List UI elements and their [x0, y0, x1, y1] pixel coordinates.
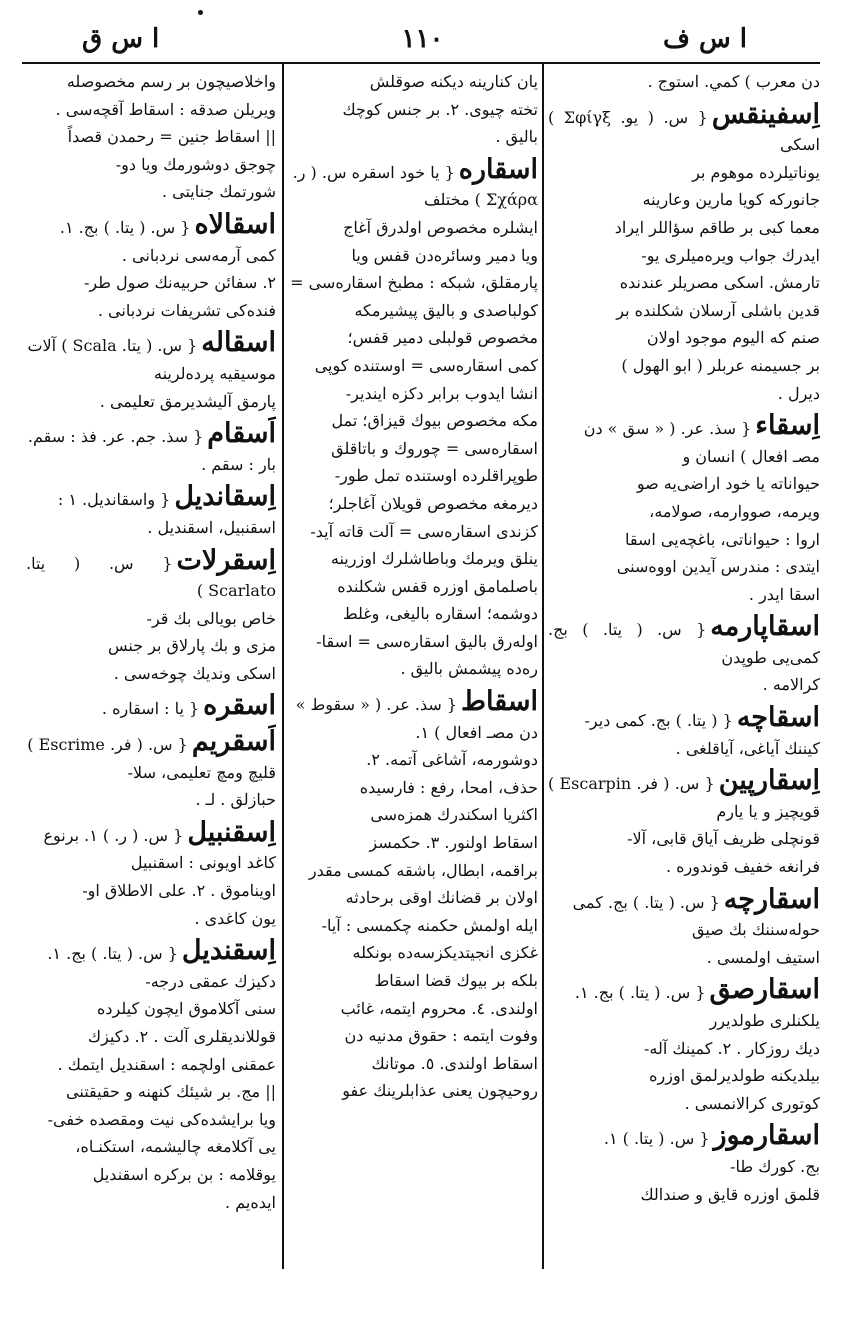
entry-line: پارمق آليشديرمق تعليمی .: [99, 391, 276, 411]
entry-line: ايله اولمش حكمنه چكمسی : آيا-: [321, 915, 538, 935]
entry-line: معما كبی بر طاقم سؤاللر ايراد: [614, 217, 820, 237]
entry-line: موسيقيه پرده‌لرينه: [153, 363, 276, 383]
column-middle: [290, 68, 538, 1258]
dictionary-entry: [26, 210, 276, 324]
entry-line: { س. ( يتا. ) بج. ١.: [574, 983, 706, 1003]
entry-line: مخصوص قولبلی دمير قفس؛: [347, 328, 538, 348]
entry-line: بر جسيمنه عربلر ( ابو الهول ): [621, 355, 820, 375]
header-rule: [22, 62, 820, 64]
dictionary-entry: [548, 612, 820, 699]
entry-line: اولان بر قضانك اوقی برحادثه: [345, 888, 538, 908]
entry-line: يوقلامه : بن بركره اسقنديل: [92, 1164, 276, 1184]
entry-line: اسقاط اولنور. ٣. حكمسز: [369, 833, 538, 853]
entry-line: ره‌ده پيشمش باليق .: [400, 659, 538, 679]
entry-line: || اسقاط جنين = رحمدن قصداً: [67, 127, 276, 147]
entry-line: براقمه، ابطال، باشقه كمسی مقدر: [308, 860, 538, 880]
entry-headword: اِسقنبيل: [187, 816, 276, 848]
entry-line: ويرمه، صووارمه، صولامه،: [649, 501, 820, 521]
dictionary-entry: [26, 691, 276, 723]
entry-line: خاص بويالی بك قر-: [146, 608, 276, 628]
entry-line: ويا دمير وسائره‌دن قفس ويا: [351, 245, 538, 265]
entry-line: { س. ( يتا. ) ١.: [603, 1129, 710, 1149]
entry-line: اسقنبيل، اسقنديل .: [147, 517, 276, 537]
entry-line: شورتمك جنايتی .: [161, 182, 276, 202]
entry-line: قونچلی ظريف آياق قابی، آلا-: [627, 829, 820, 849]
entry-headword: اِسقاء: [755, 410, 820, 442]
entry-line: ديرمغه مخصوص قويلان آغاجلر؛: [328, 493, 538, 513]
entry-line: تارمش. اسكی مصريلر عندنده: [619, 273, 820, 293]
entry-line: ٢. سفائن حربيه‌نك صول طر-: [84, 273, 276, 293]
entry-headword: اسقره: [203, 690, 276, 722]
entry-line: روحيچون يعنی عذابلرينك عفو: [342, 1081, 538, 1101]
entry-line: كولباصدی و باليق پيشيرمكه: [354, 300, 538, 320]
entry-line: اسقا ايدر .: [748, 584, 820, 604]
entry-headword: اِسقارپين: [718, 765, 820, 797]
entry-line: فرانغه خفيف قوندوره .: [666, 857, 820, 877]
entry-line: مكه مخصوص بيوك قيزاق؛ تمل: [331, 411, 538, 431]
entry-line: ايشلره مخصوص اولدرق آغاج: [343, 217, 538, 237]
entry-line: بيلديكنه طولديرلمق اوزره: [649, 1066, 820, 1086]
dictionary-entry: [548, 68, 820, 96]
entry-line: دوشمه؛ اسقاره باليغی، وغلط: [342, 604, 538, 624]
column-divider-left: [282, 64, 284, 1269]
dictionary-entry: [290, 687, 538, 1105]
entry-line: كمی آرمه‌سی نردبانی .: [121, 245, 276, 265]
dictionary-entry: [290, 155, 538, 683]
entry-headword: اسقاله: [201, 327, 276, 359]
dictionary-entry: [548, 1121, 820, 1208]
entry-line: حوله‌سننك بك صيق: [691, 920, 820, 940]
entry-line: { سذ. عر. ( « سقوط »: [295, 695, 458, 715]
dictionary-entry: [26, 546, 276, 688]
entry-line: كوتوری كرالانمسی .: [684, 1093, 820, 1113]
entry-headword: اسقارموز: [713, 1120, 820, 1152]
entry-line: ديرل .: [777, 383, 820, 403]
column-left: [26, 68, 276, 1258]
entry-line: اروا : حيواناتی، باغچه‌يی اسقا: [625, 529, 820, 549]
entry-line: كاغد اويونی : اسقنبيل: [130, 853, 276, 873]
entry-line: { س. ( فر. Escrime ): [27, 735, 188, 755]
header-right-guide: ا س ف: [662, 24, 747, 54]
entry-headword: اِسقنديل: [181, 935, 276, 967]
entry-line: يون كاغدی .: [194, 908, 276, 928]
entry-line: ويا برايشده‌كی نيت ومقصده خفی-: [47, 1109, 276, 1129]
entry-line: كرالامه .: [762, 675, 820, 695]
entry-line: وفوت ايتمه : حقوق مدنيه دن: [344, 1026, 538, 1046]
dictionary-entry: [26, 68, 276, 206]
entry-line: ايدرك جواب ويره‌ميلری يو-: [641, 245, 820, 265]
entry-line: دوشورمه، آشاغی آتمه. ٢.: [366, 750, 538, 770]
entry-line: غكزی انجيتديكزسه‌ده بونكله: [352, 943, 538, 963]
entry-line: { س. ( يو. Σφίγξ ) اسكی: [548, 107, 820, 155]
entry-line: دن مصـ افعال ) ١.: [415, 722, 538, 742]
entry-line: اسقاط اولندی. ٥. موتانك: [371, 1053, 538, 1073]
entry-line: ويريلن صدقه : اسقاط آقچه‌سی .: [55, 99, 276, 119]
entry-line: قلمق اوزره قايق و صندالك: [640, 1184, 820, 1204]
entry-line: اسكی ونديك چوخه‌سی .: [113, 663, 276, 683]
page-number: ١١٠: [401, 24, 444, 54]
entry-line: { س. ( يتا. ) بج. ١.: [59, 217, 191, 237]
entry-line: اكثريا اسكندرك همزه‌سی: [370, 805, 538, 825]
entry-line: يلكنلری طولديرر: [709, 1011, 820, 1030]
entry-line: سنی آكلاموق ايچون كيلرده: [96, 999, 276, 1019]
entry-line: كمی اسقاره‌سی = اوستنده كوپی: [314, 355, 538, 375]
entry-line: { ( يتا. ) بج. كمی دير-: [584, 711, 733, 731]
entry-line: قوللانديقلری آلت . ٢. دكيزك: [87, 1027, 276, 1046]
entry-line: واخلاصيچون بر رسم مخصوصله: [66, 72, 276, 91]
entry-line: اولندی. ٤. محروم ايتمه، غائب: [340, 998, 538, 1018]
entry-line: { س. ( ر. ) ١. برنوع: [43, 825, 184, 845]
entry-line: دكيزك عمقی درجه-: [145, 971, 276, 991]
entry-line: { س. ( يتا. ) بج. ١.: [47, 944, 178, 964]
dictionary-entry: [548, 766, 820, 880]
entry-line: Σχάρα ) مختلف: [423, 190, 538, 210]
entry-line: كيننك آياغی، آياقلغی .: [675, 738, 820, 758]
entry-line: طوپراقلرده اوستنده تمل طور-: [334, 466, 538, 486]
entry-line: { س. ( يتا. Scarlato ): [26, 553, 276, 601]
entry-line: دن معرب ) كمي. استوج .: [647, 72, 820, 91]
entry-line: { س. ( يتا. Scala ) آلات: [27, 336, 198, 356]
entry-line: { س. ( فر. Escarpin ) قويچيز و يا يارم: [548, 774, 820, 821]
entry-line: حذف، امحا، رفع : فارسيده: [359, 777, 538, 797]
entry-line: مزی و بك پارلاق بر جنس: [107, 636, 276, 656]
dictionary-entry: [26, 818, 276, 932]
entry-line: باصلمامق اوزره قفس شكلنده: [337, 576, 538, 596]
dictionary-entry: [548, 975, 820, 1117]
entry-headword: اسقارصق: [709, 974, 820, 1006]
entry-headword: اَسقام: [207, 418, 276, 450]
entry-line: حبازلق . لـ .: [195, 790, 276, 810]
entry-line: يی آكلامغه چاليشمه، استكنـاه،: [75, 1137, 276, 1157]
column-divider-right: [542, 64, 544, 1269]
entry-headword: اسقاچه: [736, 702, 820, 734]
entry-line: قدين باشلی آرسلان شكلنده بر: [616, 300, 820, 320]
entry-headword: اسقارچه: [723, 883, 820, 915]
entry-headword: اِسقانديل: [174, 481, 276, 513]
entry-line: يان كنارينه ديكنه صوقلش: [369, 72, 538, 91]
page-header: [0, 0, 845, 62]
entry-line: يوناتيلرده موهوم بر: [692, 162, 820, 182]
entry-line: فنده‌كی تشريفات نردبانی .: [97, 300, 276, 320]
entry-line: اوله‌رق باليق اسقاره‌سی = اسقا-: [316, 631, 538, 651]
entry-line: حيواناته يا خود اراضی‌يه صو: [636, 474, 820, 494]
entry-line: مصـ افعال ) انسان و: [682, 446, 820, 466]
entry-headword: اِسفينقس: [711, 98, 820, 130]
entry-headword: اسقالاه: [194, 208, 276, 240]
dictionary-entry: [26, 419, 276, 478]
entry-headword: اِسقرلات: [176, 544, 276, 576]
entry-line: استيف اولمسی .: [706, 947, 820, 967]
dictionary-entry: [290, 68, 538, 151]
entry-line: اسقاره‌سی = چوروك و باتاقلق: [331, 438, 538, 458]
entry-line: ديك روزكار . ٢. كمينك آله-: [644, 1038, 820, 1058]
dictionary-entry: [548, 100, 820, 408]
entry-line: بلكه بر بيوك قضا اسقاط: [374, 971, 538, 990]
entry-line: جانوركه كويا مارين وعارينه: [642, 190, 820, 210]
dictionary-entry: [26, 936, 276, 1216]
entry-line: پارمقلق، شبكه : مطبخ اسقاره‌سی =: [290, 273, 538, 293]
entry-headword: اسقاط: [461, 686, 538, 718]
entry-line: { س. ( يتا. ) بج. كمی‌يی طوپدن: [548, 620, 820, 667]
entry-line: { س. ( يتا. ) بج. كمی: [572, 892, 720, 912]
column-right: [548, 68, 820, 1258]
entry-line: بج. كورك طا-: [730, 1156, 820, 1176]
dictionary-entry: [26, 727, 276, 814]
entry-line: اويناموق . ٢. علی الاطلاق او-: [82, 881, 276, 901]
entry-line: { يا : اسقاره .: [101, 699, 200, 719]
entry-headword: اَسقريم: [191, 726, 276, 758]
dictionary-entry: [26, 482, 276, 541]
entry-headword: اسقاپارمه: [710, 611, 820, 643]
entry-line: باليق .: [495, 127, 538, 147]
entry-line: انشا ايدوب برابر دكزه ايندير-: [345, 383, 538, 403]
entry-line: ينلق ويرمك وباطاشلرك اوزرينه: [330, 549, 538, 569]
entry-line: ايده‌يم .: [225, 1192, 276, 1212]
entry-line: { يا خود اسقره س. ( ر.: [292, 162, 455, 182]
entry-line: ايتدی : مندرس آيدين اووه‌سنی: [616, 557, 820, 577]
entry-line: { سذ. جم. عر. فذ : سقم.: [27, 427, 204, 447]
entry-line: تخته چيوی. ٢. بر جنس كوچك: [342, 99, 538, 119]
entry-line: || مج. بر شيئك كنهنه و حقيقتنی: [66, 1082, 276, 1102]
entry-line: قليچ ومچ تعليمی، سلا-: [127, 762, 276, 782]
entry-line: بار : سقم .: [201, 454, 276, 474]
dictionary-entry: [548, 411, 820, 608]
entry-line: { واسقانديل. ١ :: [57, 490, 171, 510]
entry-line: صنم كه اليوم موجود اولان: [646, 328, 820, 348]
dictionary-entry: [548, 885, 820, 972]
entry-line: كزندی اسقاره‌سی = آلت قاته آيد-: [310, 521, 538, 541]
entry-line: { سذ. عر. ( « سق » دن: [583, 419, 752, 439]
print-dot: [198, 10, 203, 15]
header-left-guide: ا س ق: [82, 24, 160, 54]
entry-line: چوجق دوشورمك ويا دو-: [115, 154, 276, 174]
entry-line: عمقنی اولچمه : اسقنديل ايتمك .: [57, 1054, 276, 1074]
dictionary-entry: [26, 328, 276, 415]
entry-headword: اسقاره: [458, 153, 538, 185]
dictionary-entry: [548, 703, 820, 762]
